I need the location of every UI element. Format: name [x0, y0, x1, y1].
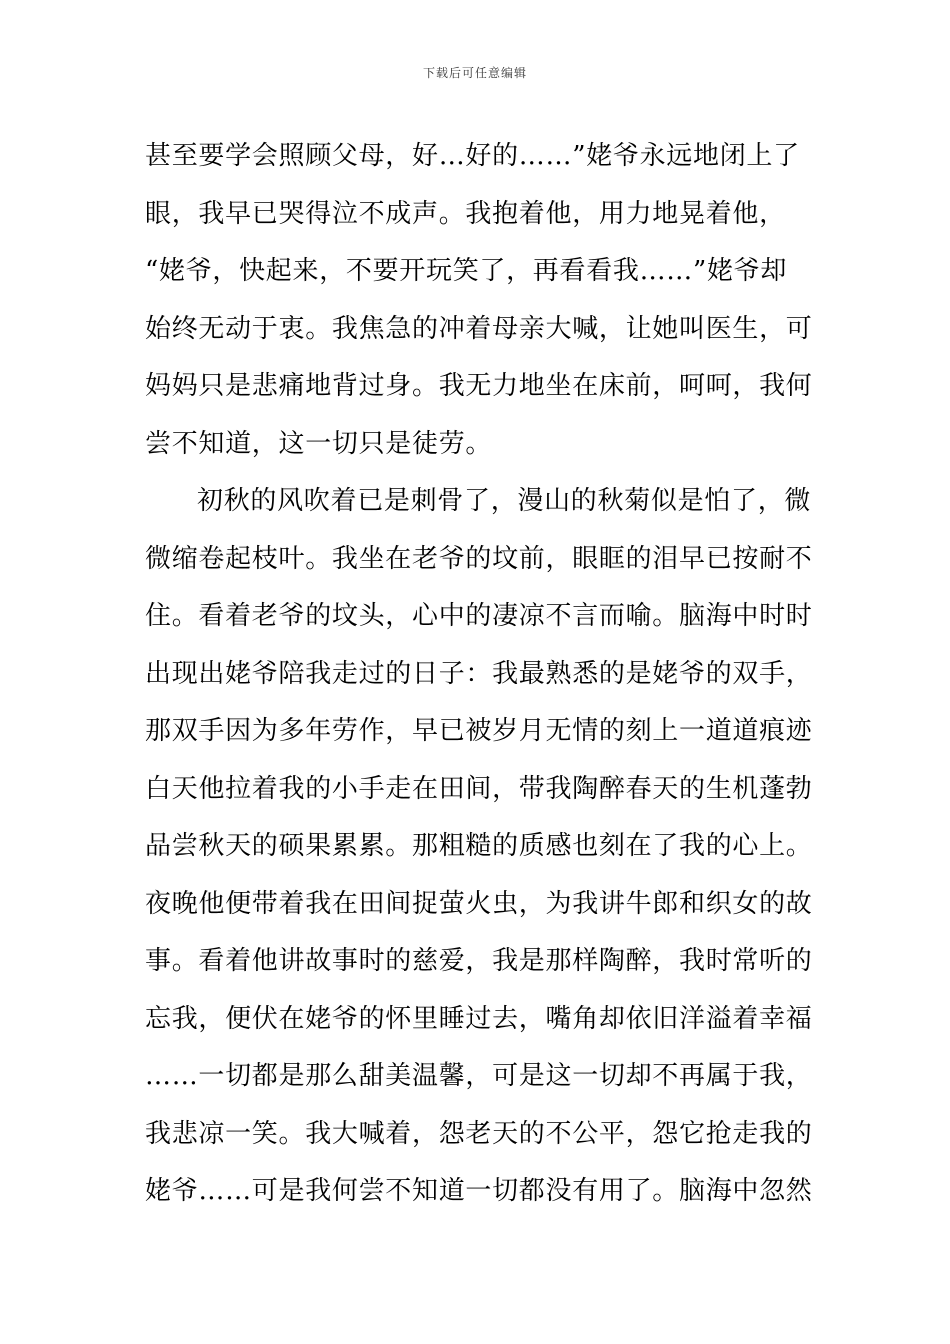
text-line: 夜晚他便带着我在田间捉萤火虫，为我讲牛郎和织女的故 [145, 888, 813, 919]
text-line: “姥爷，快起来，不要开玩笑了，再看看我……”姥爷却 [145, 256, 788, 286]
paragraph-start-line: 初秋的风吹着已是刺骨了，漫山的秋菊似是怕了，微 [197, 486, 812, 516]
text-line: 微缩卷起枝叶。我坐在老爷的坟前，眼眶的泪早已按耐不 [145, 543, 813, 574]
text-line: ……一切都是那么甜美温馨，可是这一切却不再属于我， [145, 1061, 813, 1091]
text-line: 妈妈只是悲痛地背过身。我无力地坐在床前，呵呵，我何 [145, 371, 813, 401]
text-line: 我悲凉一笑。我大喊着，怨老天的不公平，怨它抢走我的 [145, 1118, 813, 1149]
text-line: 始终无动于衷。我焦急的冲着母亲大喊，让她叫医生，可 [145, 313, 813, 344]
page-header: 下载后可任意编辑 [422, 66, 527, 80]
text-line: 出现出姥爷陪我走过的日子：我最熟悉的是姥爷的双手， [145, 658, 813, 689]
text-line: 甚至要学会照顾父母，好…好的……”姥爷永远地闭上了 [145, 141, 800, 171]
text-line: 事。看着他讲故事时的慈爱，我是那样陶醉，我时常听的 [145, 946, 813, 976]
text-line: 尝不知道，这一切只是徒劳。 [145, 428, 493, 459]
text-line: 忘我，便伏在姥爷的怀里睡过去，嘴角却依旧洋溢着幸福 [145, 1003, 813, 1034]
text-line: 姥爷……可是我何尝不知道一切都没有用了。脑海中忽然 [145, 1176, 813, 1206]
text-line: 白天他拉着我的小手走在田间，带我陶醉春天的生机蓬勃 [145, 773, 813, 804]
text-line: 住。看着老爷的坟头，心中的凄凉不言而喻。脑海中时时 [145, 601, 813, 631]
document-body [145, 128, 813, 1221]
text-line: 品尝秋天的硕果累累。那粗糙的质感也刻在了我的心上。 [145, 831, 813, 861]
text-line: 那双手因为多年劳作，早已被岁月无情的刻上一道道痕迹 [145, 716, 813, 746]
text-line: 眼，我早已哭得泣不成声。我抱着他，用力地晃着他， [145, 198, 786, 229]
